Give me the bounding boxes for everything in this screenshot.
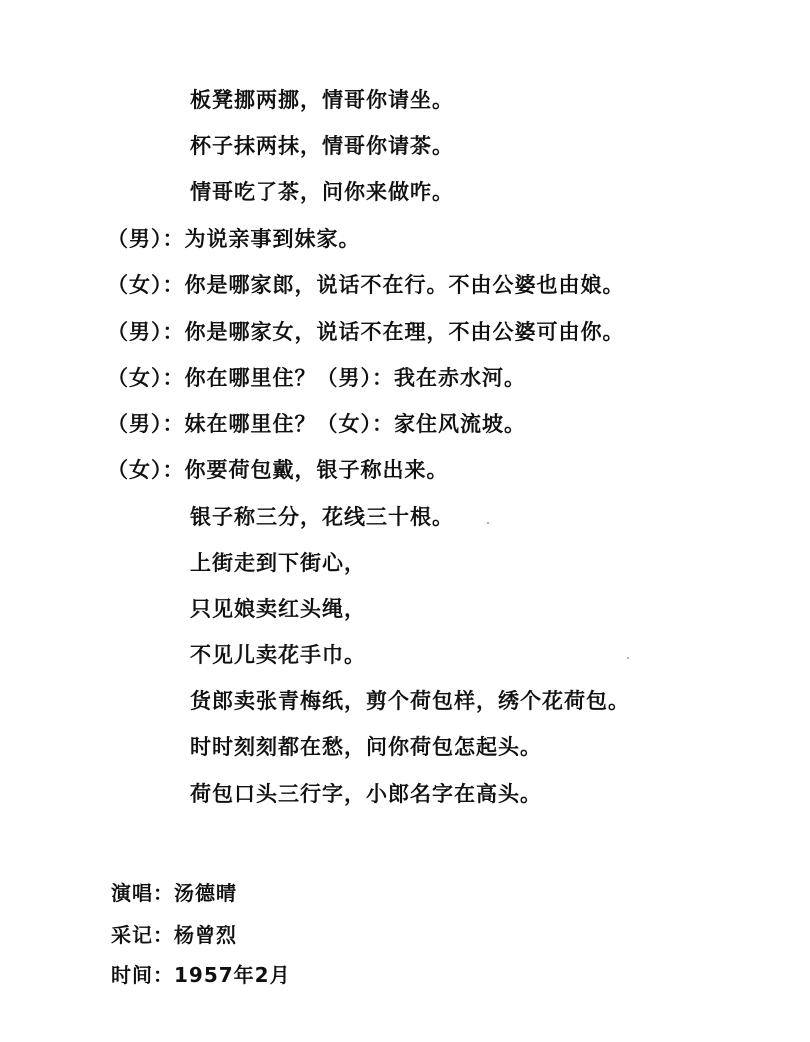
lyric-line: [190, 86, 454, 114]
scan-speck: [487, 522, 489, 524]
speaker-label: （男）：: [107, 412, 185, 436]
credit-recorder: [111, 922, 237, 948]
lyric-text: 为说亲事到妹家。: [184, 227, 361, 251]
lyric-text: 妹在哪里住？（女）：家住风流坡。: [184, 412, 526, 436]
lyric-text: 只见娘卖红头绳，: [190, 597, 366, 621]
lyric-text: 你要荷包戴，银子称出来。: [184, 458, 449, 482]
credit-label: 演唱：: [111, 881, 174, 905]
lyric-line: [190, 780, 542, 808]
credit-label: 时间：: [111, 963, 174, 987]
speaker-label: （女）：: [107, 366, 185, 390]
lyric-text: 杯子抹两抹，情哥你请茶。: [190, 134, 454, 158]
lyric-line: [107, 410, 526, 438]
lyric-line: [107, 225, 361, 253]
speaker-label: （女）：: [107, 458, 185, 482]
lyric-line: [190, 132, 454, 160]
lyric-line: [107, 456, 449, 484]
speaker-label: （女）：: [107, 273, 185, 297]
lyric-text: 银子称三分，花线三十根。: [190, 505, 454, 529]
credit-value: 杨曾烈: [174, 923, 237, 947]
lyric-text: 你在哪里住？（男）：我在赤水河。: [184, 366, 526, 390]
scan-speck: [627, 657, 629, 659]
lyric-line: [190, 503, 454, 531]
lyric-text: 上街走到下街心，: [190, 551, 366, 575]
lyric-line: [190, 733, 542, 761]
speaker-label: （男）：: [107, 227, 185, 251]
lyric-text: 荷包口头三行字，小郎名字在高头。: [190, 782, 542, 806]
lyric-line: [107, 318, 625, 346]
credit-singer: [111, 880, 237, 906]
speaker-label: （男）：: [107, 320, 185, 344]
credit-value: 1957年2月: [174, 963, 291, 987]
lyric-line: [107, 364, 526, 392]
lyric-line: [190, 595, 366, 623]
lyric-text: 不见儿卖花手巾。: [190, 643, 366, 667]
lyric-text: 情哥吃了茶，问你来做咋。: [190, 180, 454, 204]
lyric-line: [190, 687, 630, 715]
lyric-text: 你是哪家郎，说话不在行。不由公婆也由娘。: [184, 273, 625, 297]
credit-label: 采记：: [111, 923, 174, 947]
lyric-line: [190, 549, 366, 577]
credit-date: [111, 962, 291, 988]
lyric-line: [107, 271, 625, 299]
lyric-text: 板凳挪两挪，情哥你请坐。: [190, 88, 454, 112]
lyric-line: [190, 641, 366, 669]
lyric-text: 货郎卖张青梅纸，剪个荷包样，绣个花荷包。: [190, 689, 630, 713]
lyric-text: 时时刻刻都在愁，问你荷包怎起头。: [190, 735, 542, 759]
lyric-line: [190, 178, 454, 206]
credit-value: 汤德晴: [174, 881, 237, 905]
lyric-text: 你是哪家女，说话不在理，不由公婆可由你。: [184, 320, 625, 344]
